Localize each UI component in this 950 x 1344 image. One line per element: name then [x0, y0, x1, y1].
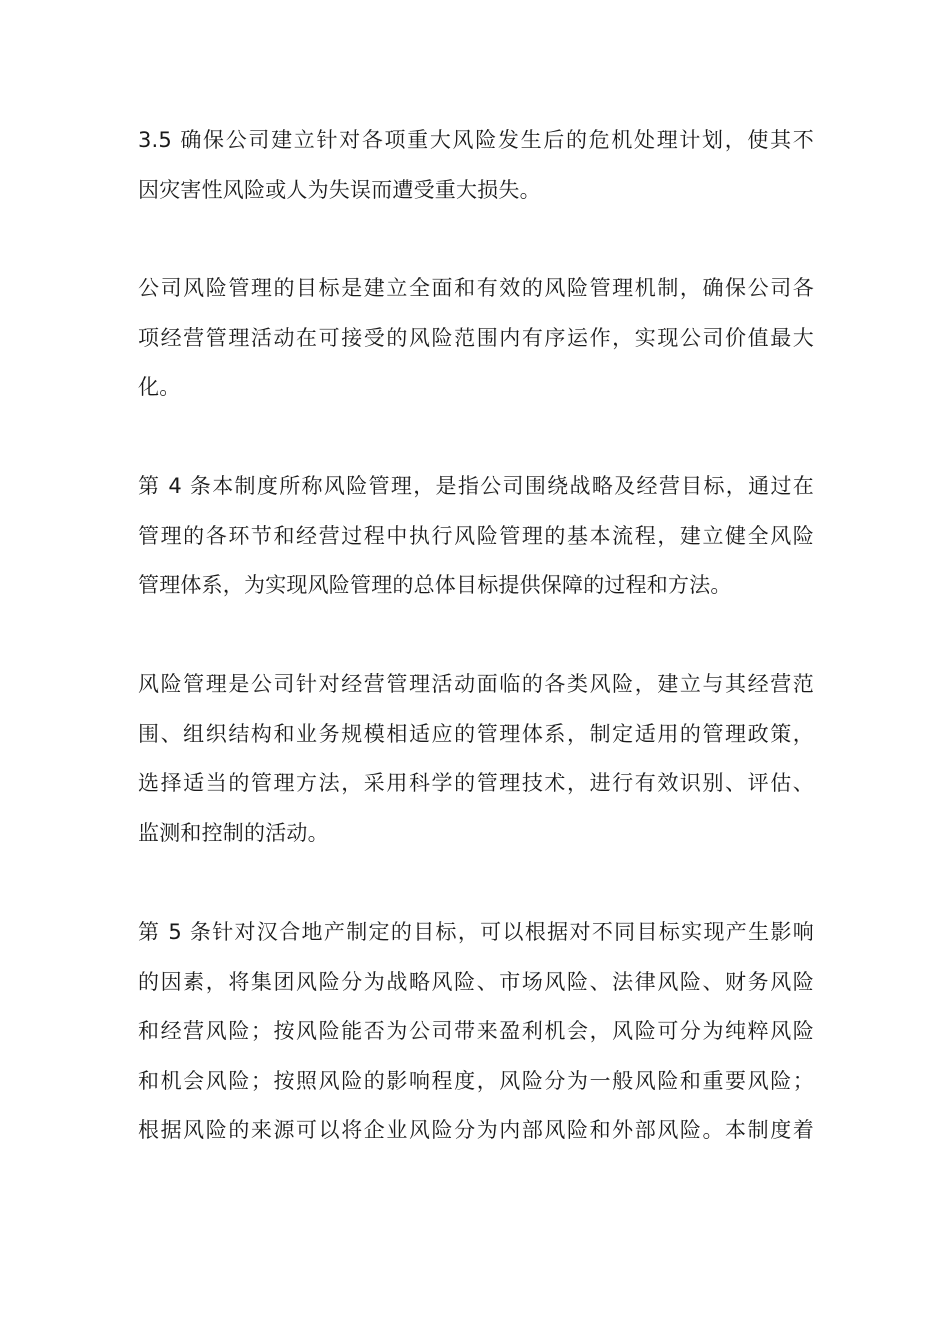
text-line: 的因素，将集团风险分为战略风险、市场风险、法律风险、财务风险: [138, 969, 814, 994]
paragraph-article-5: [138, 908, 814, 1156]
text-line: 根据风险的来源可以将企业风险分为内部风险和外部风险。本制度着: [138, 1118, 814, 1142]
text-line: 公司风险管理的目标是建立全面和有效的风险管理机制，确保公司各: [138, 276, 814, 300]
text-line: 第 5 条针对汉合地产制定的目标，可以根据对不同目标实现产生影响: [138, 920, 814, 944]
text-line: 围、组织结构和业务规模相适应的管理体系，制定适用的管理政策，: [138, 721, 814, 746]
paragraph-3-5: [138, 116, 814, 215]
paragraph-risk-management: [138, 660, 814, 858]
text-line: 监测和控制的活动。: [138, 820, 329, 845]
paragraph-objective: [138, 264, 814, 413]
paragraph-article-4: [138, 462, 814, 611]
text-line: 化。: [138, 375, 181, 399]
text-line: 因灾害性风险或人为失误而遭受重大损失。: [138, 177, 541, 202]
text-line: 和机会风险；按照风险的影响程度，风险分为一般风险和重要风险；: [138, 1068, 814, 1093]
text-line: 项经营管理活动在可接受的风险范围内有序运作，实现公司价值最大: [138, 325, 814, 350]
text-line: 选择适当的管理方法，采用科学的管理技术，进行有效识别、评估、: [138, 771, 814, 795]
text-line: 第 4 条本制度所称风险管理，是指公司围绕战略及经营目标，通过在: [138, 474, 814, 498]
text-line: 管理体系，为实现风险管理的总体目标提供保障的过程和方法。: [138, 573, 732, 597]
text-line: 风险管理是公司针对经营管理活动面临的各类风险，建立与其经营范: [138, 672, 814, 696]
text-line: 和经营风险；按风险能否为公司带来盈利机会，风险可分为纯粹风险: [138, 1019, 814, 1043]
text-line: 3.5 确保公司建立针对各项重大风险发生后的危机处理计划，使其不: [138, 128, 814, 152]
text-line: 管理的各环节和经营过程中执行风险管理的基本流程，建立健全风险: [138, 523, 814, 548]
